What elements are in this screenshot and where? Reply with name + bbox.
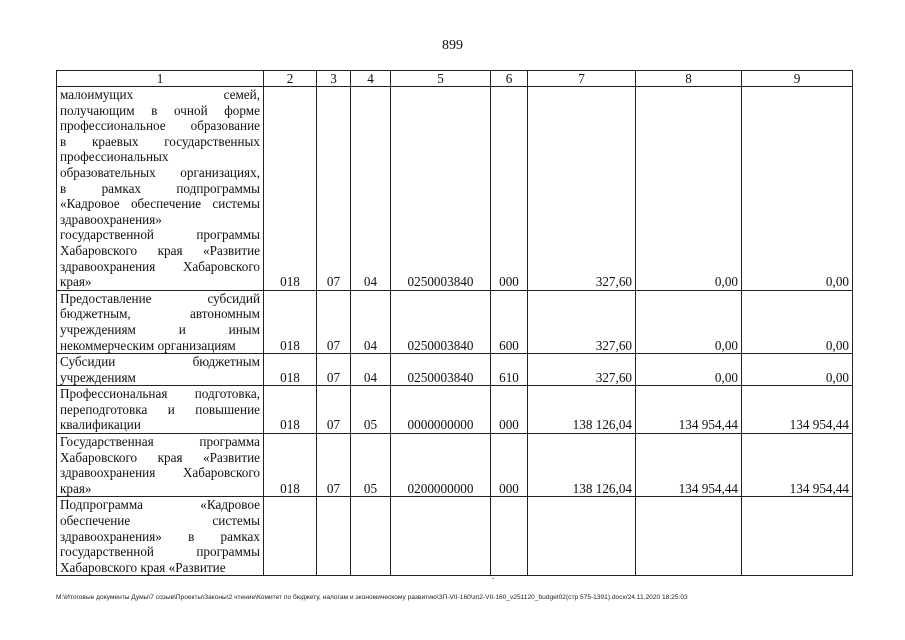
header-cell: 7	[528, 71, 636, 87]
row-name-line: здравоохранения» в рамках	[60, 528, 260, 544]
row-name-line: образовательных организациях,	[60, 164, 260, 180]
row-name-line: обеспечение системы	[60, 513, 260, 529]
col-6-cell: 610	[491, 354, 528, 386]
col-5-cell: 0200000000	[391, 434, 491, 497]
row-name-line: здравоохранения»	[60, 211, 162, 227]
col-4-cell: 04	[351, 290, 391, 353]
col-3-cell: 07	[317, 386, 351, 434]
row-name-cell	[57, 87, 264, 291]
col-8-amount: 134 954,44	[636, 434, 742, 497]
row-name-line: в краевых государственных	[60, 133, 260, 149]
budget-table	[56, 70, 853, 576]
col-8-amount: 0,00	[636, 290, 742, 353]
col-4-cell: 05	[351, 434, 391, 497]
col-3-cell: 07	[317, 354, 351, 386]
row-name-line: края»	[60, 274, 92, 290]
header-cell: 9	[742, 71, 853, 87]
header-cell: 2	[264, 71, 317, 87]
col-7-amount: 327,60	[528, 354, 636, 386]
col-3-cell: 07	[317, 87, 351, 291]
row-name-line: квалификации	[60, 417, 141, 433]
col-5-cell: 0250003840	[391, 87, 491, 291]
col-2-cell: 018	[264, 354, 317, 386]
col-7-amount: 138 126,04	[528, 434, 636, 497]
col-5-cell	[391, 497, 491, 576]
row-name-line: переподготовка и повышение	[60, 401, 260, 417]
header-cell: 3	[317, 71, 351, 87]
table-header-row	[57, 71, 853, 87]
col-4-cell: 05	[351, 386, 391, 434]
col-3-cell: 07	[317, 434, 351, 497]
col-7-amount	[528, 497, 636, 576]
stray-dot: .	[492, 571, 495, 581]
table-row	[57, 386, 853, 434]
row-name-line: Подпрограмма «Кадровое	[60, 497, 260, 513]
row-name-cell	[57, 290, 264, 353]
col-6-cell: 600	[491, 290, 528, 353]
col-8-amount: 0,00	[636, 354, 742, 386]
col-6-cell	[491, 497, 528, 576]
col-6-cell: 000	[491, 87, 528, 291]
col-7-amount: 327,60	[528, 290, 636, 353]
col-5-cell: 0250003840	[391, 354, 491, 386]
col-5-cell: 0000000000	[391, 386, 491, 434]
header-cell: 8	[636, 71, 742, 87]
col-4-cell: 04	[351, 354, 391, 386]
col-8-amount: 134 954,44	[636, 386, 742, 434]
row-name-line: некоммерческим организациям	[60, 337, 236, 353]
col-2-cell: 018	[264, 386, 317, 434]
col-9-amount: 134 954,44	[742, 386, 853, 434]
col-5-cell: 0250003840	[391, 290, 491, 353]
row-name-line: Государственная программа	[60, 434, 260, 450]
row-name-line: государственной программы	[60, 544, 260, 560]
row-name-cell	[57, 497, 264, 576]
row-name-line: Профессиональная подготовка,	[60, 386, 260, 402]
row-name-line: государственной программы	[60, 227, 260, 243]
col-4-cell: 04	[351, 87, 391, 291]
row-name-line: в рамках подпрограммы	[60, 180, 260, 196]
row-name-line: Предоставление субсидий	[60, 290, 260, 306]
table-row	[57, 434, 853, 497]
row-name-line: бюджетным, автономным	[60, 306, 260, 322]
col-9-amount	[742, 497, 853, 576]
col-7-amount: 327,60	[528, 87, 636, 291]
table-row	[57, 497, 853, 576]
row-name-line: «Кадровое обеспечение системы	[60, 196, 260, 212]
col-9-amount: 0,00	[742, 290, 853, 353]
row-name-cell	[57, 386, 264, 434]
row-name-line: Хабаровского края «Развитие	[60, 559, 226, 575]
header-cell: 4	[351, 71, 391, 87]
table-row	[57, 290, 853, 353]
header-cell: 1	[57, 71, 264, 87]
row-name-line: Субсидии бюджетным	[60, 354, 260, 370]
col-9-amount: 0,00	[742, 87, 853, 291]
col-2-cell: 018	[264, 87, 317, 291]
col-6-cell: 000	[491, 434, 528, 497]
col-2-cell: 018	[264, 290, 317, 353]
row-name-line: Хабаровского края «Развитие	[60, 449, 260, 465]
header-cell: 6	[491, 71, 528, 87]
col-8-amount	[636, 497, 742, 576]
col-7-amount: 138 126,04	[528, 386, 636, 434]
table-row	[57, 354, 853, 386]
row-name-line: малоимущих семей,	[60, 87, 260, 102]
row-name-line: края»	[60, 480, 92, 496]
table-row	[57, 87, 853, 291]
row-name-line: здравоохранения Хабаровского	[60, 258, 260, 274]
row-name-cell	[57, 434, 264, 497]
row-name-line: учреждениям и иным	[60, 321, 260, 337]
row-name-cell	[57, 354, 264, 386]
page-number: 899	[442, 38, 463, 53]
col-2-cell	[264, 497, 317, 576]
col-3-cell: 07	[317, 290, 351, 353]
col-2-cell: 018	[264, 434, 317, 497]
col-8-amount: 0,00	[636, 87, 742, 291]
col-9-amount: 134 954,44	[742, 434, 853, 497]
document-path-footer: M:\Итоговые документы Думы\7 созыв\Проекты\Законы\2 чтение\Комитет по бюджету, налогам и экономическому развитию\ЗП-VII-160\зп2-VII-160_v251120_budget02(стр 575-1391).docx/24.11.2020 18:25:03	[56, 594, 688, 601]
row-name-line: здравоохранения Хабаровского	[60, 465, 260, 481]
col-3-cell	[317, 497, 351, 576]
row-name-line: Хабаровского края «Развитие	[60, 242, 260, 258]
col-9-amount: 0,00	[742, 354, 853, 386]
row-name-line: профессиональных	[60, 149, 169, 165]
col-6-cell: 000	[491, 386, 528, 434]
row-name-line: профессиональное образование	[60, 118, 260, 134]
header-cell: 5	[391, 71, 491, 87]
col-4-cell	[351, 497, 391, 576]
row-name-line: получающим в очной форме	[60, 102, 260, 118]
row-name-line: учреждениям	[60, 369, 136, 385]
